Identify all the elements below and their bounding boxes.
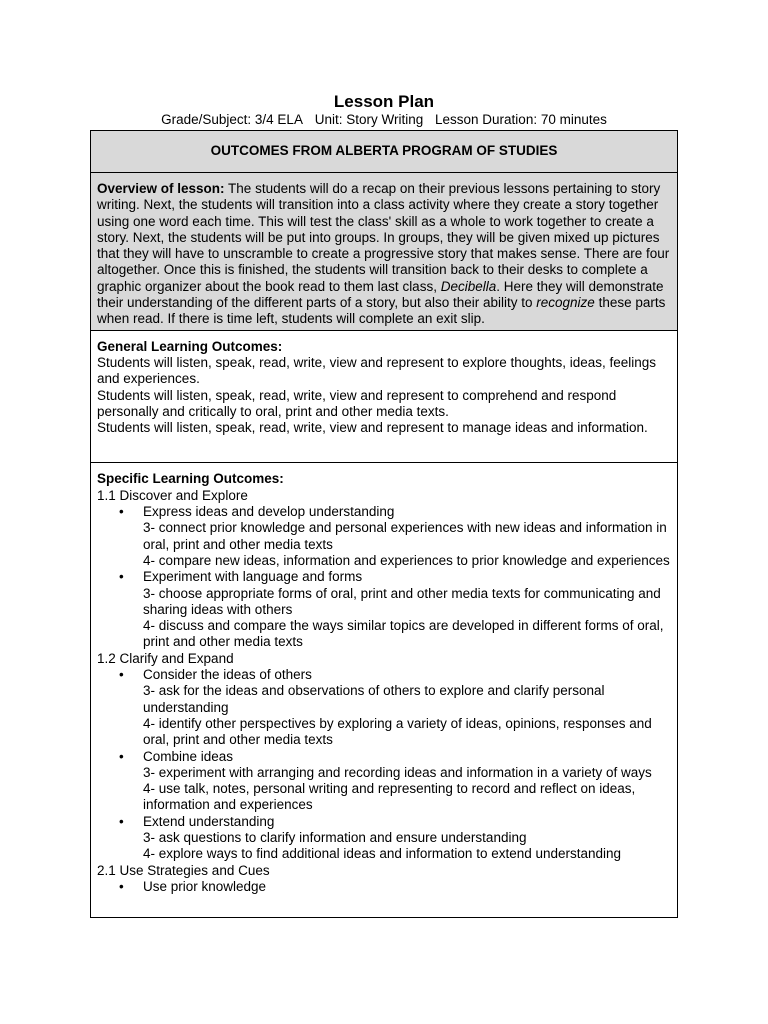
unit: Unit: Story Writing — [314, 112, 424, 127]
outcome-list — [97, 504, 671, 651]
list-item: • Combine ideas 3- experiment with arranging and recording ideas and information in a variety of ways 4- use talk, notes, personal writing and representing to record and reflect on ideas, information and experiences — [97, 749, 671, 814]
section-1-1: 1.1 Discover and Explore — [97, 487, 248, 503]
lesson-info — [0, 112, 768, 127]
list-item: • Extend understanding 3- ask questions to clarify information and ensure understanding 4- explore ways to find additional ideas and information to extend understanding — [97, 814, 671, 863]
outcomes-header: OUTCOMES FROM ALBERTA PROGRAM OF STUDIES — [91, 131, 678, 173]
specific-outcomes-label: Specific Learning Outcomes: — [97, 471, 284, 487]
overview-section — [91, 173, 678, 331]
overview-label: Overview of lesson: — [97, 181, 225, 196]
outcome-list — [97, 667, 671, 863]
overview-text-3: these parts when read. If there is time left, students will complete an exit slip. — [97, 295, 666, 327]
general-outcome-2: Students will listen, speak, read, write, view and represent to comprehend and respond personally and critically to oral, print and other media texts. — [97, 387, 617, 419]
specific-outcomes-section — [91, 463, 678, 918]
general-outcomes-section — [91, 330, 678, 463]
lesson-plan-table — [90, 130, 678, 918]
list-item: • Express ideas and develop understanding 3- connect prior knowledge and personal experiences with new ideas and information in oral, print and other media texts 4- compare new ideas, information and experiences to prior knowledge and experiences — [97, 504, 671, 569]
section-1-2: 1.2 Clarify and Expand — [97, 650, 234, 666]
list-item: • Consider the ideas of others 3- ask for the ideas and observations of others to explore and clarify personal understanding 4- identify other perspectives by exploring a variety of ideas, opinions, responses and oral, print and other media texts — [97, 667, 671, 748]
page-title: Lesson Plan — [333, 92, 435, 111]
overview-text-1: The students will do a recap on their previous lessons pertaining to story writing. Next, the students will transition into a class activity where they create a story together using one word each time. This will test the class' skill as a whole to work together to create a story. Next, the students will be put into groups. In groups, they will be given mixed up pictures that they will have to unscramble to create a progressive story that makes sense. There are four altogether. Once this is finished, the students will transition back to their desks to complete a graphic organizer about the book read to them last class, — [97, 181, 670, 294]
grade-subject: Grade/Subject: 3/4 ELA — [161, 112, 303, 127]
general-outcome-1: Students will listen, speak, read, write, view and represent to explore thoughts, ideas, feelings and experiences. — [97, 354, 657, 387]
general-outcome-3: Students will listen, speak, read, write, view and represent to manage ideas and information. — [97, 420, 648, 436]
section-2-1: 2.1 Use Strategies and Cues — [97, 862, 270, 878]
outcome-list — [97, 879, 671, 895]
recognize-word: recognize — [536, 295, 595, 311]
list-item: • Experiment with language and forms 3- choose appropriate forms of oral, print and other media texts for communicating and sharing ideas with others 4- discuss and compare the ways similar topics are developed in different forms of oral, print and other media texts — [97, 569, 671, 650]
lesson-duration: Lesson Duration: 70 minutes — [435, 112, 607, 127]
general-outcomes-label: General Learning Outcomes: — [97, 338, 283, 354]
list-item: • Use prior knowledge — [97, 879, 671, 895]
book-title: Decibella — [440, 278, 497, 294]
overview-text-2: . Here they will demonstrate their understanding of the different parts of a story, but also their ability to — [97, 278, 664, 311]
